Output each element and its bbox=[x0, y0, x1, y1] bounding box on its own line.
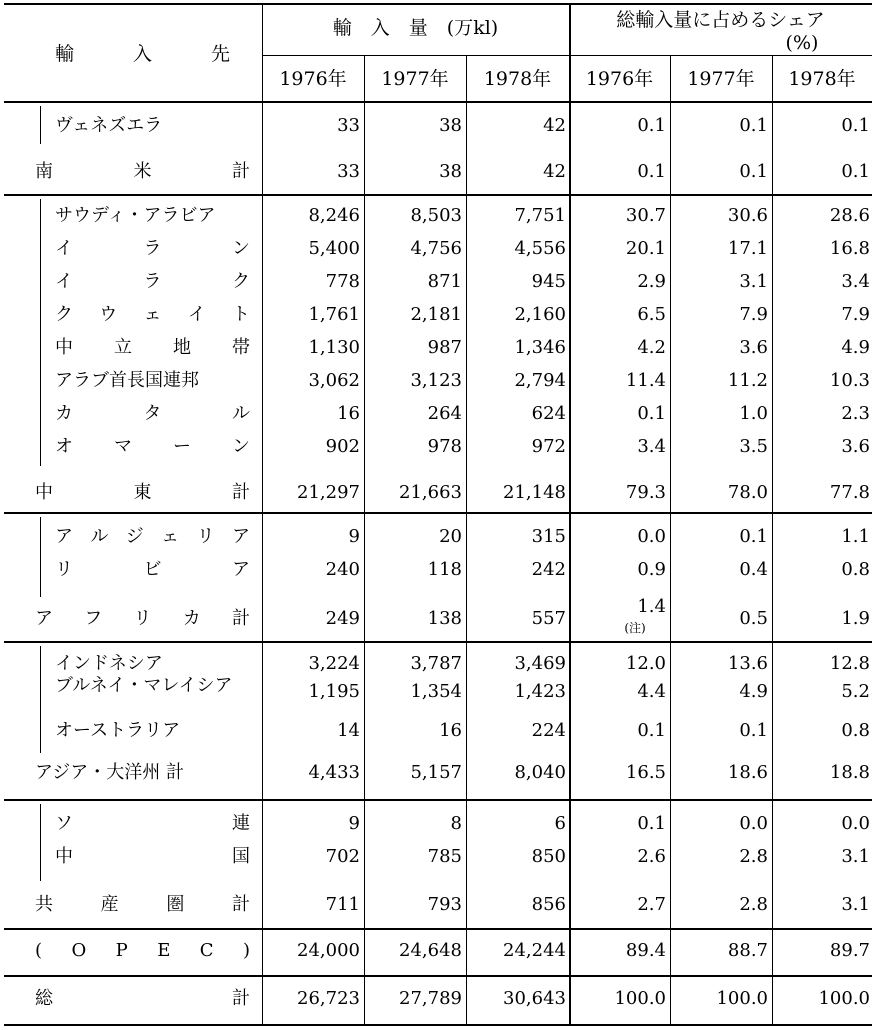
table-cell: 0.8 bbox=[841, 720, 870, 741]
row-label-char: 計 bbox=[231, 894, 250, 915]
row-label-char: ビ bbox=[143, 559, 162, 580]
rule-v-label bbox=[262, 3, 263, 1024]
row-label-char: ク bbox=[232, 271, 250, 292]
row-label-char: ル bbox=[90, 526, 109, 547]
table-cell: 0.1 bbox=[637, 161, 666, 182]
row-label-char: ウ bbox=[99, 304, 118, 325]
table-cell: 0.1 bbox=[637, 720, 666, 741]
row-label-char: 中 bbox=[35, 482, 53, 503]
row-label-char: ェ bbox=[143, 304, 162, 325]
row-label-char: 帯 bbox=[232, 337, 250, 358]
table-cell: 3.4 bbox=[637, 436, 666, 457]
table-cell: 2,160 bbox=[514, 304, 566, 325]
row-label-char: ア bbox=[232, 559, 250, 580]
table-cell: 711 bbox=[325, 894, 360, 915]
row-label-country bbox=[55, 848, 250, 866]
table-cell: 2,794 bbox=[514, 370, 566, 391]
table-cell: 0.1 bbox=[739, 526, 768, 547]
table-cell: 42 bbox=[543, 115, 566, 136]
table-cell: 1,130 bbox=[308, 337, 360, 358]
header-share: 総輸入量に占めるシェア bbox=[616, 9, 825, 31]
table-cell: 18.6 bbox=[727, 762, 768, 783]
table-cell: 0.1 bbox=[637, 813, 666, 834]
table-cell: 27,789 bbox=[399, 988, 462, 1009]
table-cell: 0.1 bbox=[637, 115, 666, 136]
table-cell: 978 bbox=[427, 436, 462, 457]
header-year-vol-1976: 1976年 bbox=[279, 68, 347, 90]
table-cell: 702 bbox=[325, 846, 360, 867]
table-cell: 3,787 bbox=[410, 653, 462, 674]
row-label-char: リ bbox=[133, 608, 152, 629]
table-cell: 4.4 bbox=[637, 681, 666, 702]
table-cell: 24,244 bbox=[503, 940, 566, 961]
table-cell: 4.9 bbox=[739, 681, 768, 702]
header-volume: 輸 入 量 (万kl) bbox=[332, 17, 499, 39]
table-cell: 4.2 bbox=[637, 337, 666, 358]
row-label-char: 共 bbox=[35, 894, 53, 915]
row-label-char: ラ bbox=[143, 271, 162, 292]
row-label-char: ア bbox=[35, 608, 53, 629]
table-cell: 9 bbox=[348, 526, 360, 547]
row-label-char: 圏 bbox=[166, 894, 185, 915]
table-cell: 0.8 bbox=[841, 559, 870, 580]
row-label-country: ブルネイ・マレイシア bbox=[55, 675, 233, 696]
row-label-total bbox=[35, 990, 250, 1008]
row-label-char: ル bbox=[232, 403, 250, 424]
row-label-char: オ bbox=[55, 436, 73, 457]
table-cell: 4,756 bbox=[410, 238, 462, 259]
table-cell: 2.8 bbox=[739, 894, 768, 915]
table-cell: 0.4 bbox=[739, 559, 768, 580]
table-cell: 945 bbox=[531, 271, 566, 292]
row-label-char: ン bbox=[232, 238, 250, 259]
table-cell: 6.5 bbox=[637, 304, 666, 325]
row-label-char: 中 bbox=[55, 337, 73, 358]
row-label-char: リ bbox=[55, 559, 73, 580]
table-cell: 3.1 bbox=[841, 894, 870, 915]
table-cell: 2,181 bbox=[410, 304, 462, 325]
rule-opec bbox=[4, 975, 872, 977]
table-cell: 0.1 bbox=[739, 161, 768, 182]
table-cell: 0.1 bbox=[637, 403, 666, 424]
table-cell: 1.4 bbox=[637, 596, 666, 617]
row-label-char: 産 bbox=[100, 894, 119, 915]
table-cell: 0.1 bbox=[739, 115, 768, 136]
row-label-char: ジ bbox=[125, 526, 144, 547]
row-label-char: C bbox=[199, 940, 214, 961]
header-source-char: 輸 bbox=[55, 43, 75, 65]
row-label-char: カ bbox=[182, 608, 201, 629]
table-cell: 78.0 bbox=[727, 482, 768, 503]
table-cell: 1,423 bbox=[514, 681, 566, 702]
row-label-char: マ bbox=[114, 436, 132, 457]
row-label-char: 計 bbox=[232, 161, 250, 182]
rule-communist bbox=[4, 928, 872, 930]
header-year-vol-1977: 1977年 bbox=[381, 68, 449, 90]
table-cell: 240 bbox=[325, 559, 360, 580]
row-label-total bbox=[35, 610, 250, 628]
row-label-char: イ bbox=[187, 304, 206, 325]
table-cell: 7.9 bbox=[841, 304, 870, 325]
indent-asia bbox=[40, 646, 41, 753]
table-cell: 0.0 bbox=[739, 813, 768, 834]
row-label-char: 南 bbox=[35, 161, 53, 182]
table-cell: 21,663 bbox=[399, 482, 462, 503]
table-cell: 16.5 bbox=[625, 762, 666, 783]
row-label-country bbox=[55, 306, 250, 324]
table-cell: 77.8 bbox=[829, 482, 870, 503]
row-label-char: ー bbox=[173, 436, 191, 457]
rule-africa bbox=[4, 641, 872, 643]
table-cell: 11.2 bbox=[727, 370, 768, 391]
row-label-char: 連 bbox=[232, 813, 250, 834]
table-cell: 89.7 bbox=[829, 940, 870, 961]
row-label-char: ラ bbox=[143, 238, 162, 259]
table-cell: 2.3 bbox=[841, 403, 870, 424]
row-label-country: インドネシア bbox=[55, 653, 163, 674]
indent-southamerica bbox=[40, 106, 41, 144]
row-label-char: O bbox=[71, 940, 87, 961]
table-cell: 5,157 bbox=[410, 762, 462, 783]
table-cell: 1.0 bbox=[739, 403, 768, 424]
table-cell: 624 bbox=[531, 403, 566, 424]
table-cell: 3,224 bbox=[308, 653, 360, 674]
table-cell: 30.6 bbox=[727, 205, 768, 226]
row-label-char: E bbox=[157, 940, 171, 961]
table-cell: 6 bbox=[554, 813, 566, 834]
table-cell: 850 bbox=[531, 846, 566, 867]
table-cell: 24,648 bbox=[399, 940, 462, 961]
row-label-char: 計 bbox=[232, 988, 250, 1009]
row-label-total: アジア・大洋州 計 bbox=[35, 762, 185, 783]
table-cell: 3.4 bbox=[841, 271, 870, 292]
row-label-char: ア bbox=[55, 526, 73, 547]
table-cell: 118 bbox=[427, 559, 462, 580]
table-cell: 557 bbox=[531, 608, 566, 629]
table-cell: 778 bbox=[325, 271, 360, 292]
table-cell: 12.0 bbox=[625, 653, 666, 674]
table-cell: 17.1 bbox=[727, 238, 768, 259]
table-cell: 8,040 bbox=[514, 762, 566, 783]
row-label-total bbox=[35, 896, 250, 914]
rule-bottom bbox=[4, 1024, 872, 1026]
header-source-char: 先 bbox=[210, 43, 230, 65]
table-cell: 0.0 bbox=[841, 813, 870, 834]
table-cell: 1.1 bbox=[841, 526, 870, 547]
table-cell: 24,000 bbox=[297, 940, 360, 961]
table-cell: 871 bbox=[427, 271, 462, 292]
table-cell: 12.8 bbox=[829, 653, 870, 674]
table-cell: 4,433 bbox=[308, 762, 360, 783]
table-cell: 3,062 bbox=[308, 370, 360, 391]
table-cell: 11.4 bbox=[625, 370, 666, 391]
table-cell: 242 bbox=[531, 559, 566, 580]
table-cell: 264 bbox=[427, 403, 462, 424]
table-cell: 315 bbox=[531, 526, 566, 547]
row-label-char: 計 bbox=[232, 482, 250, 503]
table-cell: 2.7 bbox=[637, 894, 666, 915]
table-cell: 38 bbox=[439, 115, 462, 136]
row-label-country: オーストラリア bbox=[55, 720, 181, 741]
row-label-country bbox=[55, 339, 250, 357]
row-label-char: ン bbox=[232, 436, 250, 457]
row-label-country bbox=[55, 273, 250, 291]
row-label-country bbox=[55, 438, 250, 456]
table-cell: 3,469 bbox=[514, 653, 566, 674]
indent-africa bbox=[40, 517, 41, 597]
table-cell: 16 bbox=[337, 403, 360, 424]
indent-communist bbox=[40, 804, 41, 881]
header-source bbox=[55, 45, 230, 64]
header-year-share-1976: 1976年 bbox=[585, 68, 654, 90]
row-label-char: 地 bbox=[173, 337, 191, 358]
table-cell: 5.2 bbox=[841, 681, 870, 702]
rule-header-split bbox=[262, 55, 872, 56]
header-year-share-1978: 1978年 bbox=[788, 68, 856, 90]
table-cell: 26,723 bbox=[297, 988, 360, 1009]
table-cell: 30.7 bbox=[625, 205, 666, 226]
row-label-char: フ bbox=[84, 608, 103, 629]
table-cell: 100.0 bbox=[614, 988, 666, 1009]
table-cell: 249 bbox=[325, 608, 360, 629]
indent-mideast bbox=[40, 199, 41, 466]
table-cell: 3.1 bbox=[841, 846, 870, 867]
table-cell: 16 bbox=[439, 720, 462, 741]
table-cell: 793 bbox=[427, 894, 462, 915]
table-cell: 1,346 bbox=[514, 337, 566, 358]
table-cell: 0.5 bbox=[739, 608, 768, 629]
table-cell: 16.8 bbox=[829, 238, 870, 259]
header-year-vol-1978: 1978年 bbox=[483, 68, 552, 90]
table-cell: 21,148 bbox=[503, 482, 566, 503]
row-label-char: カ bbox=[55, 403, 73, 424]
table-cell: 4.9 bbox=[841, 337, 870, 358]
table-cell: 89.4 bbox=[625, 940, 666, 961]
table-cell: 21,297 bbox=[297, 482, 360, 503]
table-cell: 8 bbox=[450, 813, 462, 834]
footnote-marker: (注) bbox=[624, 621, 646, 635]
header-source-char: 入 bbox=[132, 43, 152, 65]
table-cell: 8,246 bbox=[308, 205, 360, 226]
table-cell: 20 bbox=[439, 526, 462, 547]
table-cell: 902 bbox=[325, 436, 360, 457]
row-label-country bbox=[55, 405, 250, 423]
table-cell: 4,556 bbox=[514, 238, 566, 259]
table-cell: 5,400 bbox=[308, 238, 360, 259]
table-cell: 30,643 bbox=[503, 988, 566, 1009]
row-label-char: ェ bbox=[161, 526, 180, 547]
row-label-country bbox=[55, 528, 250, 546]
rule-header-bottom bbox=[4, 101, 872, 103]
table-cell: 0.1 bbox=[841, 161, 870, 182]
row-label-total bbox=[35, 484, 250, 502]
row-label-country bbox=[55, 815, 250, 833]
table-cell: 10.3 bbox=[829, 370, 870, 391]
row-label-char: ア bbox=[231, 526, 250, 547]
table-cell: 2.6 bbox=[637, 846, 666, 867]
table-cell: 3.6 bbox=[841, 436, 870, 457]
table-cell: 0.9 bbox=[637, 559, 666, 580]
row-label-char: ソ bbox=[55, 813, 73, 834]
header-share-unit: (%) bbox=[785, 32, 819, 54]
table-cell: 1,195 bbox=[308, 681, 360, 702]
row-label-char: タ bbox=[143, 403, 162, 424]
row-label-char: ( bbox=[35, 940, 43, 961]
row-label-char: リ bbox=[196, 526, 215, 547]
table-cell: 856 bbox=[531, 894, 566, 915]
rule-southamerica bbox=[4, 194, 872, 196]
table-cell: 2.9 bbox=[637, 271, 666, 292]
row-label-char: ) bbox=[242, 940, 250, 961]
table-cell: 224 bbox=[531, 720, 566, 741]
table-cell: 20.1 bbox=[625, 238, 666, 259]
row-label-char: ト bbox=[232, 304, 250, 325]
table-cell: 28.6 bbox=[829, 205, 870, 226]
row-label-country: ヴェネズエラ bbox=[55, 115, 163, 136]
row-label-char: 中 bbox=[55, 846, 73, 867]
row-label-country bbox=[55, 240, 250, 258]
table-cell: 100.0 bbox=[716, 988, 768, 1009]
row-label-char: イ bbox=[55, 271, 73, 292]
row-label-char: P bbox=[115, 940, 128, 961]
rule-asia bbox=[4, 799, 872, 801]
table-cell: 1,761 bbox=[308, 304, 360, 325]
row-label-char: イ bbox=[55, 238, 73, 259]
table-cell: 100.0 bbox=[818, 988, 870, 1009]
table-cell: 138 bbox=[427, 608, 462, 629]
rule-mideast bbox=[4, 512, 872, 514]
header-year-share-1977: 1977年 bbox=[687, 68, 755, 90]
row-label-country: アラブ首長国連邦 bbox=[55, 370, 199, 391]
row-label-char: 東 bbox=[133, 482, 152, 503]
table-cell: 8,503 bbox=[410, 205, 462, 226]
table-cell: 79.3 bbox=[625, 482, 666, 503]
table-cell: 33 bbox=[337, 115, 360, 136]
rule-v-group bbox=[569, 3, 571, 1024]
row-label-country: サウディ・アラビア bbox=[55, 205, 216, 226]
table-cell: 88.7 bbox=[727, 940, 768, 961]
table-cell: 14 bbox=[337, 720, 360, 741]
table-cell: 7.9 bbox=[739, 304, 768, 325]
row-label-char: ク bbox=[55, 304, 73, 325]
table-cell: 18.8 bbox=[829, 762, 870, 783]
table-cell: 785 bbox=[427, 846, 462, 867]
table-cell: 0.1 bbox=[739, 720, 768, 741]
table-cell: 1,354 bbox=[410, 681, 462, 702]
table-cell: 0.1 bbox=[841, 115, 870, 136]
rule-top bbox=[4, 3, 872, 5]
row-label-char: 計 bbox=[232, 608, 250, 629]
table-cell: 972 bbox=[531, 436, 566, 457]
table-cell: 3,123 bbox=[410, 370, 462, 391]
table-cell: 2.8 bbox=[739, 846, 768, 867]
table-cell: 33 bbox=[337, 161, 360, 182]
row-label-total bbox=[35, 942, 250, 960]
table-cell: 38 bbox=[439, 161, 462, 182]
row-label-total bbox=[35, 163, 250, 181]
row-label-char: 立 bbox=[114, 337, 132, 358]
row-label-country bbox=[55, 561, 250, 579]
table-cell: 1.9 bbox=[841, 608, 870, 629]
row-label-char: 国 bbox=[232, 846, 250, 867]
table-cell: 7,751 bbox=[514, 205, 566, 226]
table-cell: 3.5 bbox=[739, 436, 768, 457]
row-label-char: 総 bbox=[35, 988, 53, 1009]
table-cell: 3.1 bbox=[739, 271, 768, 292]
table-cell: 0.0 bbox=[637, 526, 666, 547]
row-label-char: 米 bbox=[133, 161, 152, 182]
table-cell: 13.6 bbox=[727, 653, 768, 674]
table-cell: 3.6 bbox=[739, 337, 768, 358]
table-cell: 9 bbox=[348, 813, 360, 834]
table-cell: 42 bbox=[543, 161, 566, 182]
table-cell: 987 bbox=[427, 337, 462, 358]
